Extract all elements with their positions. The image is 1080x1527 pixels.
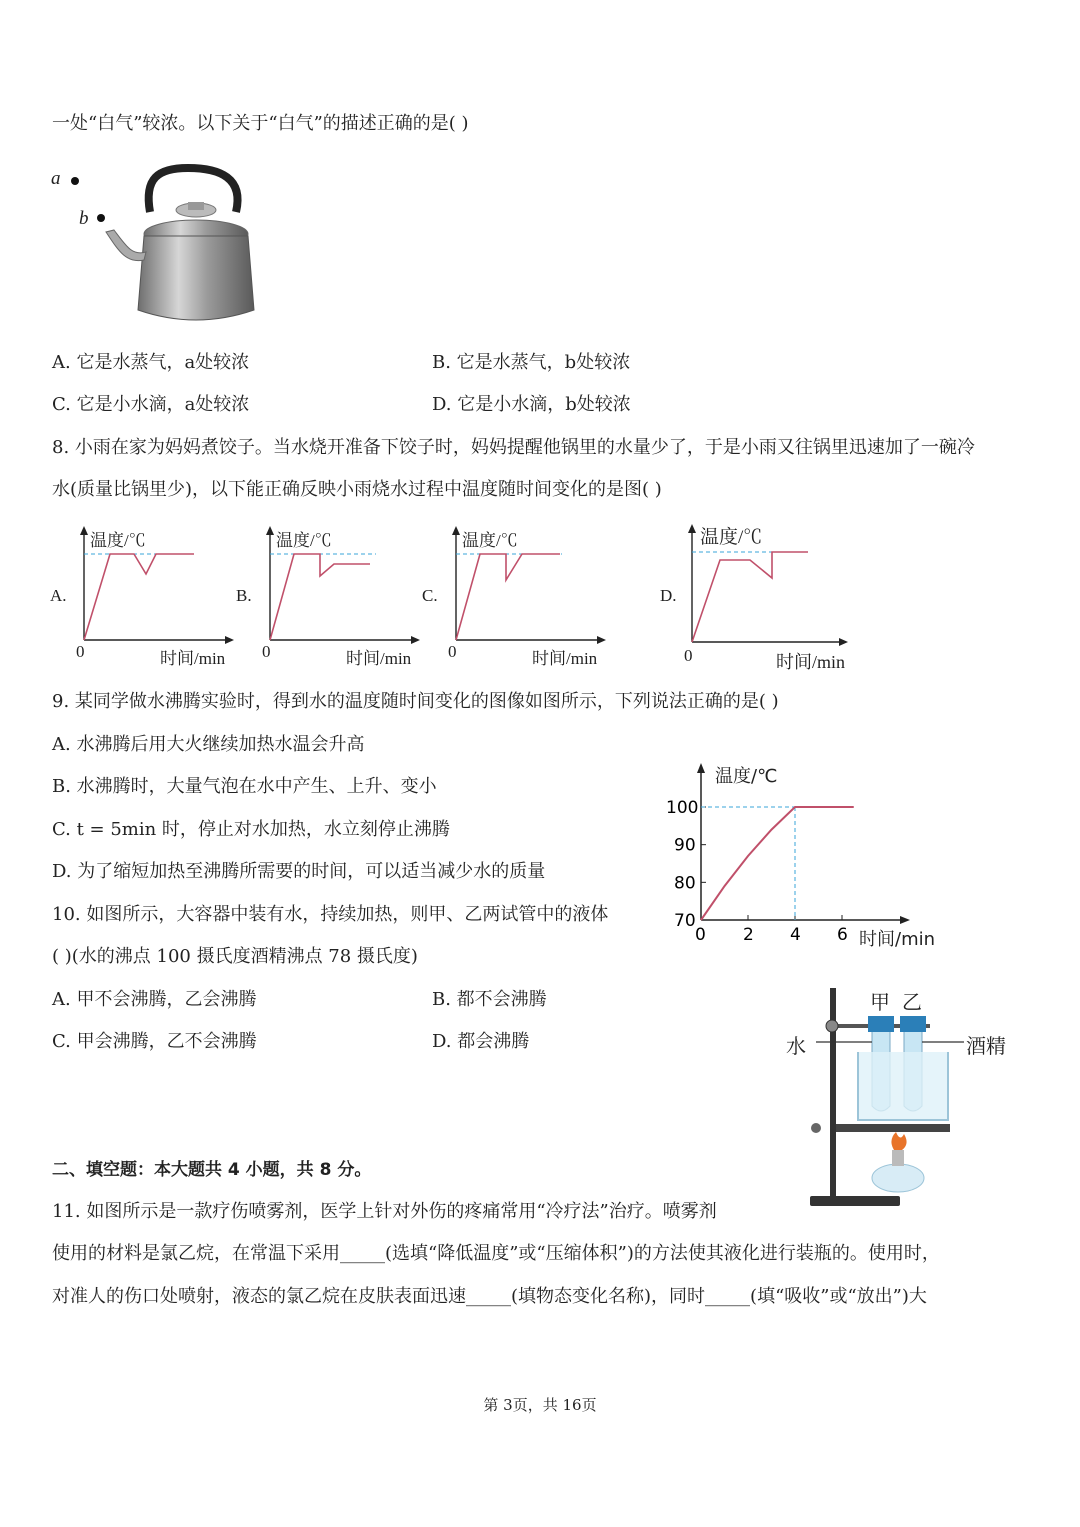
graph-a-origin: 0 xyxy=(76,642,85,661)
q7-option-b: B. 它是水蒸气，b处较浓 xyxy=(432,352,631,373)
graph-d-label: D. xyxy=(660,586,677,605)
page-footer: 第 3页，共 16页 xyxy=(483,1396,597,1414)
q10-option-a: A. 甲不会沸腾，乙会沸腾 xyxy=(52,989,257,1010)
label-water: 水 xyxy=(786,1036,806,1058)
q9-option-b: B. 水沸腾时，大量气泡在水中产生、上升、变小 xyxy=(52,776,437,797)
graph-c-origin: 0 xyxy=(448,642,457,661)
graph-d-origin: 0 xyxy=(684,646,693,665)
graph-c-label: C. xyxy=(422,586,438,605)
y-tick-label: 70 xyxy=(674,911,696,931)
q8-graph-d xyxy=(660,518,880,673)
q7-option-d: D. 它是小水滴，b处较浓 xyxy=(432,394,631,415)
q8-graph-a xyxy=(50,520,250,670)
q9-series-line xyxy=(701,807,854,920)
q9-chart-ylabel: 温度/℃ xyxy=(715,766,778,787)
q9-option-d: D. 为了缩短加热至沸腾所需要的时间，可以适当减少水的质量 xyxy=(52,861,546,882)
x-tick-label: 0 xyxy=(695,925,706,945)
graph-d-ylabel: 温度/℃ xyxy=(700,527,763,548)
x-tick-label: 6 xyxy=(837,925,848,945)
q10-apparatus-figure xyxy=(780,982,1020,1222)
q11-line2: 使用的材料是氯乙烷，在常温下采用_____(选填“降低温度”或“压缩体积”)的方法使其液化进行装瓶的。使用时， xyxy=(52,1243,940,1264)
q9-option-c: C. t = 5min 时，停止对水加热，水立刻停止沸腾 xyxy=(52,819,450,840)
q10-option-b: B. 都不会沸腾 xyxy=(432,989,547,1010)
label-alcohol: 酒精 xyxy=(966,1036,1006,1058)
point-b-label: b xyxy=(79,208,89,229)
q9-stem: 9. 某同学做水沸腾实验时，得到水的温度随时间变化的图像如图所示，下列说法正确的是( ) xyxy=(52,691,779,712)
graph-a-label: A. xyxy=(50,586,67,605)
y-tick-label: 100 xyxy=(666,798,699,818)
point-a-label: a xyxy=(51,168,61,189)
q7-stem: 一处“白气”较浓。以下关于“白气”的描述正确的是( ) xyxy=(52,113,469,134)
graph-c-xlabel: 时间/min xyxy=(532,649,598,668)
section2-title: 二、填空题：本大题共 4 小题，共 8 分。 xyxy=(52,1160,372,1180)
q8-stem-line1: 8. 小雨在家为妈妈煮饺子。当水烧开准备下饺子时，妈妈提醒他锅里的水量少了，于是小雨又往锅里迅速加了一碗冷 xyxy=(52,437,975,458)
label-yi: 乙 xyxy=(902,992,922,1014)
graph-c-ylabel: 温度/℃ xyxy=(462,531,518,550)
q7-option-a: A. 它是水蒸气，a处较浓 xyxy=(52,352,250,373)
y-tick-label: 90 xyxy=(674,835,696,856)
q8-stem-line2: 水(质量比锅里少)，以下能正确反映小雨烧水过程中温度随时间变化的是图( ) xyxy=(52,479,662,500)
graph-a-xlabel: 时间/min xyxy=(160,649,226,668)
q11-line3: 对准人的伤口处喷射，液态的氯乙烷在皮肤表面迅速_____(填物态变化名称)，同时_____(填“吸收”或“放出”)大 xyxy=(52,1286,927,1307)
q10-option-c: C. 甲会沸腾，乙不会沸腾 xyxy=(52,1031,257,1052)
q9-chart xyxy=(660,758,960,958)
q9-option-a: A. 水沸腾后用大火继续加热水温会升高 xyxy=(52,734,365,755)
q11-line1: 11. 如图所示是一款疗伤喷雾剂，医学上针对外伤的疼痛常用“冷疗法”治疗。喷雾剂 xyxy=(52,1201,717,1222)
graph-b-ylabel: 温度/℃ xyxy=(276,531,332,550)
graph-a-ylabel: 温度/℃ xyxy=(90,531,146,550)
q8-graph-c xyxy=(422,520,622,670)
q9-chart-xlabel: 时间/min xyxy=(859,929,936,950)
x-tick-label: 4 xyxy=(790,925,801,945)
x-tick-label: 2 xyxy=(743,925,754,945)
y-tick-label: 80 xyxy=(674,873,696,894)
graph-b-xlabel: 时间/min xyxy=(346,649,412,668)
graph-b-origin: 0 xyxy=(262,642,271,661)
graph-b-label: B. xyxy=(236,586,252,605)
kettle-figure xyxy=(48,160,268,335)
label-jia: 甲 xyxy=(870,992,890,1014)
q10-stem-line1: 10. 如图所示，大容器中装有水，持续加热，则甲、乙两试管中的液体 xyxy=(52,904,609,925)
q10-option-d: D. 都会沸腾 xyxy=(432,1031,530,1052)
q8-graph-b xyxy=(236,520,436,670)
graph-d-xlabel: 时间/min xyxy=(776,652,846,672)
q10-stem-line2: ( )(水的沸点 100 摄氏度酒精沸点 78 摄氏度) xyxy=(52,946,418,967)
q7-option-c: C. 它是小水滴，a处较浓 xyxy=(52,394,250,415)
